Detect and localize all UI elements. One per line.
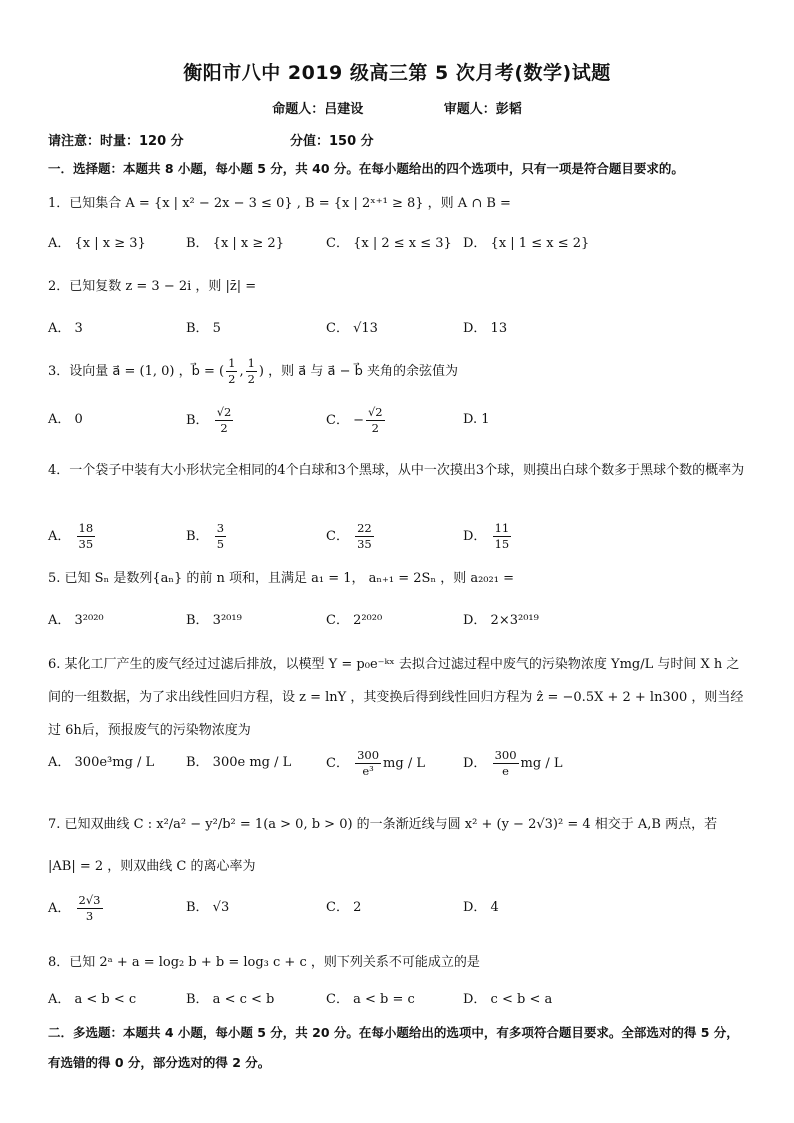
- question-2-options: [48, 314, 748, 344]
- option-d: D． $\frac{300}{e}$ mg / L: [463, 748, 563, 778]
- option-d: D． 13: [463, 321, 508, 336]
- option-c: C． $\frac{22}{35}$: [326, 521, 372, 551]
- author-line: [0, 98, 794, 117]
- option-b: B． 3²⁰¹⁹: [186, 613, 242, 628]
- option-c: C． √13: [326, 321, 378, 336]
- question-4-options: [48, 521, 748, 557]
- option-b: B． 300e mg / L: [186, 755, 292, 770]
- question-6-stem: 6. 某化工厂产生的废气经过过滤后排放，以模型 Y = p₀e⁻ᵏˣ 去拟合过滤过程中废气的污染物浓度 Ymg/L 与时间 X h 之间的一组数据，为了求出线性回归方程，设 z = lnY ，其变换后得到线性回归方程为 ẑ = −0.5X + 2 + ln300 ，则当经过 6h后，预报废气的污染物浓度为: [48, 657, 744, 738]
- option-d: D． c < b < a: [463, 992, 553, 1007]
- author: 命题人：吕建设: [272, 102, 364, 117]
- option-d: D． 4: [463, 900, 499, 915]
- option-b: B． {x | x ≥ 2}: [186, 236, 284, 251]
- question-6-options: [48, 748, 748, 784]
- question-1-options: [48, 229, 748, 259]
- question-7-options: [48, 893, 748, 929]
- question-8-stem: 8．已知 2ᵃ + a = log₂ b + b = log₃ c + c ，则下列关系不可能成立的是: [48, 955, 480, 970]
- option-a: A． {x | x ≥ 3}: [48, 236, 146, 251]
- option-c: C． {x | 2 ≤ x ≤ 3}: [326, 236, 452, 251]
- total-score: 分值：150 分: [290, 134, 374, 149]
- question-8-options: [48, 985, 748, 1015]
- question-7-stem: 7. 已知双曲线 C : x²/a² − y²/b² = 1(a > 0, b > 0) 的一条渐近线与圆 x² + (y − 2√3)² = 4 相交于 A,B 两点，若 |AB| = 2 ，则双曲线 C 的离心率为: [48, 817, 718, 874]
- question-1-stem: 1．已知集合 A = {x | x² − 2x − 3 ≤ 0} , B = {x | 2ˣ⁺¹ ≥ 8} ，则 A ∩ B =: [48, 196, 511, 211]
- option-b: B． 5: [186, 321, 221, 336]
- option-d: D． 2×3²⁰¹⁹: [463, 613, 539, 628]
- question-5-stem: 5. 已知 Sₙ 是数列{aₙ} 的前 n 项和，且满足 a₁ = 1， aₙ₊₁ = 2Sₙ ，则 a₂₀₂₁ =: [48, 571, 514, 586]
- notice-line: [48, 130, 374, 149]
- q3-stem-post: ，则 a⃗ 与 a⃗ − b⃗ 夹角的余弦值为: [268, 364, 458, 379]
- exam-title: 衡阳市八中 2019 级高三第 5 次月考(数学)试题: [183, 62, 611, 84]
- option-a: A． 3²⁰²⁰: [48, 613, 104, 628]
- option-d: D． {x | 1 ≤ x ≤ 2}: [463, 236, 590, 251]
- option-a: A． 3: [48, 321, 83, 336]
- option-b: B． $\frac{√2}{2}$: [186, 405, 232, 435]
- section-heading-choice: 一．选择题：本题共 8 小题，每小题 5 分，共 40 分。在每小题给出的四个选项中，只有一项是符合题目要求的。: [48, 161, 684, 176]
- option-a: A． $\frac{18}{35}$: [48, 521, 94, 551]
- option-d: D． $\frac{11}{15}$: [463, 521, 510, 551]
- option-d: D. 1: [463, 412, 490, 427]
- option-b: B． √3: [186, 900, 230, 915]
- question-2-stem: 2．已知复数 z = 3 − 2i ，则 |z̄| =: [48, 279, 257, 294]
- option-c: C． a < b = c: [326, 992, 415, 1007]
- option-c: C． $\frac{300}{\text{e³}}$ mg / L: [326, 748, 425, 778]
- option-a: A． $\frac{2√3}{3}$: [48, 893, 101, 923]
- section-heading-multi: 二．多选题：本题共 4 小题，每小题 5 分，共 20 分。在每小题给出的选项中，有多项符合题目要求。全部选对的得 5 分，有选错的得 0 分，部分选对的得 2 分。: [48, 1025, 739, 1070]
- option-b: B． a < c < b: [186, 992, 275, 1007]
- fraction: $\frac{1}{2}$: [228, 356, 236, 386]
- question-4-stem: 4．一个袋子中装有大小形状完全相同的4个白球和3个黑球，从中一次摸出3个球，则摸出白球个数多于黑球个数的概率为: [48, 463, 745, 478]
- question-3-options: [48, 405, 748, 441]
- option-c: C． − $\frac{√2}{2}$: [326, 405, 383, 435]
- q3-vector-b: ( $\frac{1}{2}$ , $\frac{1}{2}$ ): [219, 356, 264, 386]
- question-5-options: [48, 606, 748, 636]
- option-c: C． 2²⁰²⁰: [326, 613, 383, 628]
- fraction: $\frac{1}{2}$: [247, 356, 255, 386]
- option-a: A． a < b < c: [48, 992, 137, 1007]
- option-a: A． 300e³mg / L: [48, 755, 155, 770]
- question-3-stem: [48, 356, 748, 387]
- q3-stem-pre: 3．设向量 a⃗ = (1, 0) ，b⃗ =: [48, 364, 215, 379]
- option-c: C． 2: [326, 900, 362, 915]
- reviewer: 审题人：彭韬: [443, 102, 522, 117]
- time-limit: 请注意：时量：120 分: [48, 134, 184, 149]
- option-b: B． $\frac{3}{5}$: [186, 521, 225, 551]
- option-a: A． 0: [48, 412, 83, 427]
